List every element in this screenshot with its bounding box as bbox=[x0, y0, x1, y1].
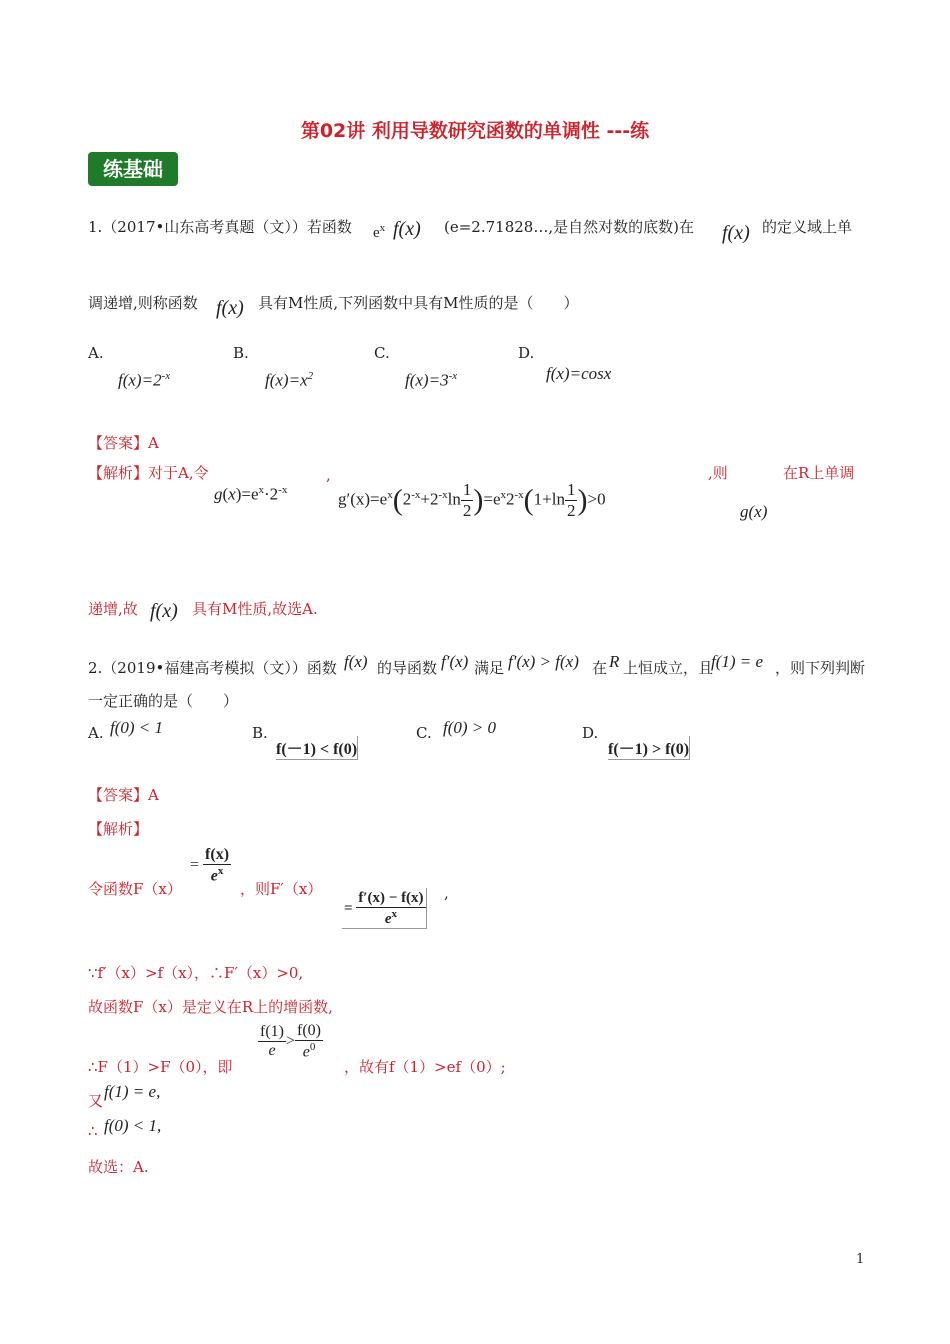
q1-line2-text: 调递增,则称函数 bbox=[88, 294, 198, 312]
q1-opt-b-label: B. bbox=[233, 344, 249, 362]
q2-R: R bbox=[609, 652, 620, 671]
page-title: 第02讲 利用导数研究函数的单调性 ---练 bbox=[300, 120, 650, 142]
section-badge: 练基础 bbox=[88, 152, 178, 186]
q1-line1-text: 1.（2017•山东高考真题（文））若函数 bbox=[88, 218, 352, 236]
q1-opt-a-label: A. bbox=[88, 344, 104, 362]
q1-analysis-comma: , bbox=[326, 466, 331, 484]
q2-fpx: f′(x) bbox=[441, 652, 469, 671]
q2-line1-end: ，则下列判断 bbox=[775, 659, 866, 677]
q2-line1-on: 在 bbox=[592, 659, 608, 677]
q1-gx: g(x) bbox=[740, 502, 768, 521]
q1-conclusion-fx: f(x) bbox=[150, 600, 178, 622]
q2-analysis: 【解析】 bbox=[88, 820, 149, 838]
q2-F-definition: = $\frac{f(x)}{e^x}$ bbox=[190, 846, 230, 885]
q1-line1-mid: (e=2.71828…,是自然对数的底数)在 bbox=[444, 218, 694, 236]
q2-opt-c-label: C. bbox=[416, 724, 432, 742]
q2-therefore-a: ∴F（1）>F（0），即 bbox=[88, 1058, 233, 1076]
q2-opt-b: f(－1) < f(0) bbox=[276, 736, 358, 760]
q1-conclusion-b: 具有M性质,故选A. bbox=[192, 600, 318, 618]
q1-opt-c: $f(x)=3^{-x}$ bbox=[405, 370, 458, 390]
q2-opt-a-label: A. bbox=[88, 724, 104, 742]
q2-line2: 一定正确的是（ ） bbox=[88, 692, 239, 710]
q1-g-definition: $g(x)=e^x\cdot 2^{-x}$ bbox=[214, 484, 288, 504]
q1-line2-end: 具有M性质,下列函数中具有M性质的是（ ） bbox=[258, 294, 579, 312]
q2-Fprime-definition: = $\frac{f'(x) - f(x)}{e^x}$ bbox=[342, 888, 427, 929]
q2-Fprime-comma: , bbox=[444, 884, 449, 902]
q1-line1-end: 的定义域上单 bbox=[762, 218, 853, 236]
q2-fx: f(x) bbox=[344, 652, 368, 671]
q1-fx: f(x) bbox=[393, 218, 421, 240]
q2-thus-label: ∴ bbox=[88, 1122, 98, 1140]
q2-therefore-b: ，故有f（1）>ef（0）; bbox=[344, 1058, 506, 1076]
q2-then-Fprime: ，则F′（x） bbox=[240, 880, 323, 898]
q1-analysis-monotone: 在R上单调 bbox=[783, 464, 855, 482]
q2-comparison: $\frac{f(1)}{e}$ > $\frac{f(0)}{e^0}$ bbox=[260, 1022, 321, 1061]
q1-opt-c-label: C. bbox=[374, 344, 390, 362]
q2-also-eq: f(1) = e, bbox=[104, 1082, 161, 1101]
q2-also-label: 又 bbox=[88, 1092, 104, 1110]
q2-line1-deriv: 的导函数 bbox=[377, 659, 438, 677]
q1-answer: 【答案】A bbox=[88, 434, 159, 452]
q2-line1-satisfy: 满足 bbox=[474, 659, 505, 677]
q2-line1-hold: 上恒成立，且 bbox=[623, 659, 714, 677]
q2-increasing-line: 故函数F（x）是定义在R上的增函数, bbox=[88, 998, 333, 1016]
q2-choose: 故选：A. bbox=[88, 1158, 149, 1176]
q1-opt-b: $f(x)=x^2$ bbox=[265, 370, 314, 390]
q1-analysis-intro: 【解析】对于A,令 bbox=[88, 464, 209, 482]
q1-opt-a: $f(x)=2^{-x}$ bbox=[118, 370, 171, 390]
page-number: 1 bbox=[856, 1252, 865, 1267]
q2-line1-text: 2.（2019•福建高考模拟（文））函数 bbox=[88, 659, 337, 677]
q2-opt-d: f(－1) > f(0) bbox=[608, 736, 690, 760]
q2-thus-eq: f(0) < 1, bbox=[104, 1116, 162, 1135]
q2-answer: 【答案】A bbox=[88, 786, 159, 804]
q2-opt-a: f(0) < 1 bbox=[110, 718, 164, 737]
q1-opt-d: f(x)=cosx bbox=[546, 364, 612, 383]
q2-since-line: ∵f′（x）>f（x），∴F′（x）>0, bbox=[88, 964, 304, 982]
q1-fx3: f(x) bbox=[216, 297, 244, 319]
q2-opt-b-label: B. bbox=[252, 724, 268, 742]
q1-conclusion-a: 递增,故 bbox=[88, 600, 138, 618]
q2-opt-d-label: D. bbox=[582, 724, 599, 742]
q2-opt-c: f(0) > 0 bbox=[443, 718, 497, 737]
q2-let-function: 令函数F（x） bbox=[88, 880, 182, 898]
q1-e-power: $e^x$ bbox=[373, 222, 386, 241]
q2-f1-equals-e: f(1) = e bbox=[711, 652, 764, 671]
q1-analysis-then: ,则 bbox=[708, 464, 728, 482]
q1-g-derivative: $g'(x)=e^x(2^{-x}+2^{-x}\ln$ $\frac{1}{2}$ )$=e^x2^{-x}(1+\ln$ $\frac{1}{2}$ )>0 bbox=[338, 480, 606, 520]
q1-fx2: f(x) bbox=[722, 222, 750, 244]
q1-opt-d-label: D. bbox=[518, 344, 535, 362]
q2-inequality: f′(x) > f(x) bbox=[508, 652, 579, 671]
